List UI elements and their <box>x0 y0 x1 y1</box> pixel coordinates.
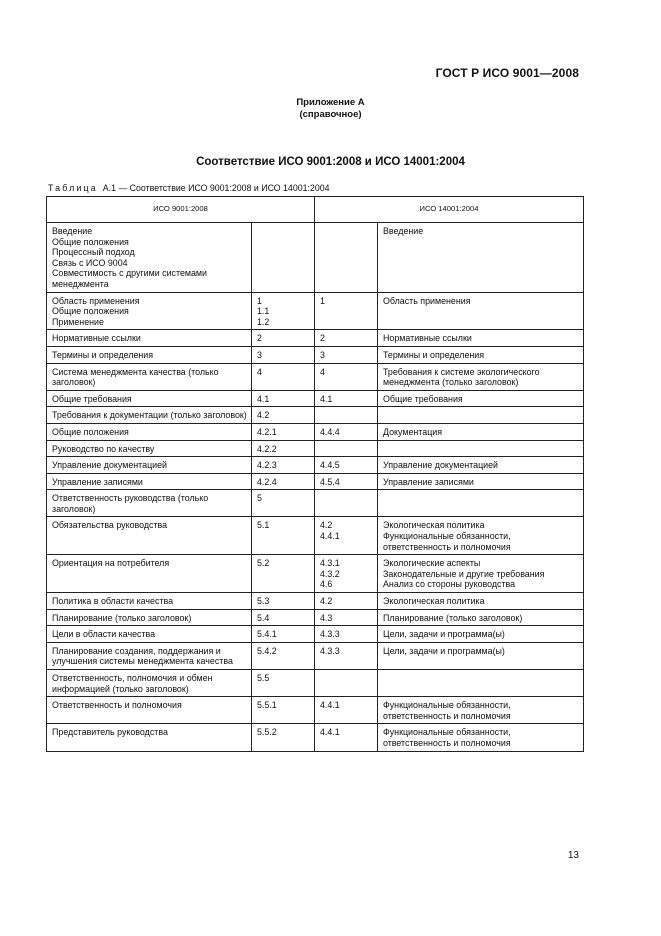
table-row <box>47 292 584 330</box>
iso9001-title-cell: Общие требования <box>47 390 252 407</box>
iso9001-clause-cell: 5.5.2 <box>252 724 315 751</box>
iso9001-clause-cell: 4.2.3 <box>252 457 315 474</box>
iso9001-clause-cell: 5.3 <box>252 593 315 610</box>
table-header-row <box>47 197 584 223</box>
annex-heading <box>0 97 661 121</box>
table-row <box>47 593 584 610</box>
column-header-iso9001: ИСО 9001:2008 <box>47 197 315 223</box>
iso14001-title-cell: Область применения <box>378 292 584 330</box>
iso9001-clause-cell: 4 <box>252 363 315 390</box>
table-row <box>47 670 584 697</box>
table-row <box>47 390 584 407</box>
iso9001-title-cell: Область применения Общие положения Применение <box>47 292 252 330</box>
iso9001-clause-cell: 5.4.2 <box>252 642 315 669</box>
iso9001-clause-cell: 5.5.1 <box>252 697 315 724</box>
iso14001-clause-cell: 4 <box>315 363 378 390</box>
table-row <box>47 517 584 555</box>
iso14001-clause-cell <box>315 223 378 293</box>
iso9001-title-cell: Цели в области качества <box>47 626 252 643</box>
iso14001-title-cell: Управление записями <box>378 473 584 490</box>
iso14001-clause-cell: 4.1 <box>315 390 378 407</box>
iso9001-clause-cell: 3 <box>252 346 315 363</box>
section-title: Соответствие ИСО 9001:2008 и ИСО 14001:2004 <box>196 156 465 168</box>
iso14001-clause-cell <box>315 490 378 517</box>
iso14001-title-cell: Цели, задачи и программа(ы) <box>378 626 584 643</box>
iso9001-title-cell: Ответственность и полномочия <box>47 697 252 724</box>
iso14001-title-cell: Функциональные обязанности, ответственность и полномочия <box>378 724 584 751</box>
iso14001-title-cell: Документация <box>378 423 584 440</box>
table-row <box>47 223 584 293</box>
iso9001-clause-cell: 4.2.1 <box>252 423 315 440</box>
iso14001-title-cell: Управление документацией <box>378 457 584 474</box>
iso14001-clause-cell: 4.3.3 <box>315 642 378 669</box>
iso14001-clause-cell: 4.4.1 <box>315 697 378 724</box>
table-row <box>47 407 584 424</box>
iso14001-clause-cell: 4.3.1 4.3.2 4.6 <box>315 555 378 593</box>
iso9001-title-cell: Управление записями <box>47 473 252 490</box>
page-number: 13 <box>567 850 579 861</box>
iso9001-title-cell: Введение Общие положения Процессный подход Связь с ИСО 9004 Совместимость с другими системами менеджмента <box>47 223 252 293</box>
table-row <box>47 346 584 363</box>
iso9001-title-cell: Обязательства руководства <box>47 517 252 555</box>
iso14001-clause-cell <box>315 407 378 424</box>
iso14001-title-cell: Цели, задачи и программа(ы) <box>378 642 584 669</box>
iso9001-clause-cell: 5.4.1 <box>252 626 315 643</box>
table-row <box>47 697 584 724</box>
document-header: ГОСТ Р ИСО 9001—2008 <box>435 66 579 80</box>
table-row <box>47 609 584 626</box>
iso14001-title-cell: Экологическая политика Функциональные обязанности, ответственность и полномочия <box>378 517 584 555</box>
iso9001-clause-cell: 4.1 <box>252 390 315 407</box>
iso9001-clause-cell: 4.2.4 <box>252 473 315 490</box>
iso14001-clause-cell: 4.3 <box>315 609 378 626</box>
iso9001-title-cell: Политика в области качества <box>47 593 252 610</box>
table-caption <box>48 183 330 193</box>
iso9001-title-cell: Управление документацией <box>47 457 252 474</box>
table-row <box>47 363 584 390</box>
table-row <box>47 457 584 474</box>
iso9001-clause-cell: 4.2 <box>252 407 315 424</box>
iso9001-clause-cell: 5 <box>252 490 315 517</box>
iso9001-title-cell: Руководство по качеству <box>47 440 252 457</box>
table-row <box>47 330 584 347</box>
table-row <box>47 490 584 517</box>
iso9001-title-cell: Ответственность руководства (только заголовок) <box>47 490 252 517</box>
iso14001-clause-cell: 4.2 <box>315 593 378 610</box>
iso14001-title-cell: Экологическая политика <box>378 593 584 610</box>
iso9001-clause-cell: 5.5 <box>252 670 315 697</box>
table-row <box>47 555 584 593</box>
annex-title: Приложение А <box>296 97 365 108</box>
table-row <box>47 626 584 643</box>
table-row <box>47 423 584 440</box>
iso14001-title-cell: Термины и определения <box>378 346 584 363</box>
iso14001-title-cell <box>378 670 584 697</box>
iso9001-clause-cell: 1 1.1 1.2 <box>252 292 315 330</box>
iso14001-clause-cell: 4.4.4 <box>315 423 378 440</box>
column-header-iso14001: ИСО 14001:2004 <box>315 197 584 223</box>
iso14001-title-cell <box>378 407 584 424</box>
iso14001-clause-cell: 2 <box>315 330 378 347</box>
iso14001-clause-cell: 4.4.5 <box>315 457 378 474</box>
iso14001-title-cell: Экологические аспекты Законодательные и другие требования Анализ со стороны руководства <box>378 555 584 593</box>
table-body <box>47 223 584 752</box>
iso9001-title-cell: Ориентация на потребителя <box>47 555 252 593</box>
table-row <box>47 440 584 457</box>
iso9001-clause-cell: 4.2.2 <box>252 440 315 457</box>
iso9001-clause-cell: 5.1 <box>252 517 315 555</box>
iso9001-title-cell: Общие положения <box>47 423 252 440</box>
iso14001-clause-cell: 4.4.1 <box>315 724 378 751</box>
iso9001-title-cell: Планирование (только заголовок) <box>47 609 252 626</box>
iso9001-title-cell: Представитель руководства <box>47 724 252 751</box>
iso9001-title-cell: Планирование создания, поддержания и улучшения системы менеджмента качества <box>47 642 252 669</box>
iso9001-title-cell: Термины и определения <box>47 346 252 363</box>
iso14001-title-cell <box>378 440 584 457</box>
iso14001-clause-cell: 1 <box>315 292 378 330</box>
iso14001-clause-cell: 3 <box>315 346 378 363</box>
iso14001-title-cell <box>378 490 584 517</box>
iso14001-title-cell: Введение <box>378 223 584 293</box>
iso9001-title-cell: Ответственность, полномочия и обмен информацией (только заголовок) <box>47 670 252 697</box>
iso14001-title-cell: Планирование (только заголовок) <box>378 609 584 626</box>
iso14001-clause-cell: 4.5.4 <box>315 473 378 490</box>
iso14001-clause-cell <box>315 440 378 457</box>
correspondence-table <box>46 196 584 752</box>
iso9001-clause-cell: 5.2 <box>252 555 315 593</box>
table-row <box>47 642 584 669</box>
annex-subtitle: (справочное) <box>299 109 362 120</box>
table-row <box>47 724 584 751</box>
table-row <box>47 473 584 490</box>
iso14001-title-cell: Нормативные ссылки <box>378 330 584 347</box>
iso14001-title-cell: Общие требования <box>378 390 584 407</box>
iso9001-title-cell: Нормативные ссылки <box>47 330 252 347</box>
iso14001-clause-cell <box>315 670 378 697</box>
iso14001-title-cell: Требования к системе экологического менеджмента (только заголовок) <box>378 363 584 390</box>
table-caption-text: А.1 — Соответствие ИСО 9001:2008 и ИСО 14001:2004 <box>102 183 330 193</box>
iso14001-title-cell: Функциональные обязанности, ответственность и полномочия <box>378 697 584 724</box>
iso9001-clause-cell <box>252 223 315 293</box>
iso14001-clause-cell: 4.2 4.4.1 <box>315 517 378 555</box>
iso14001-clause-cell: 4.3.3 <box>315 626 378 643</box>
iso9001-title-cell: Система менеджмента качества (только заголовок) <box>47 363 252 390</box>
iso9001-title-cell: Требования к документации (только заголовок) <box>47 407 252 424</box>
table-caption-prefix: Таблица <box>48 183 98 193</box>
iso9001-clause-cell: 2 <box>252 330 315 347</box>
iso9001-clause-cell: 5.4 <box>252 609 315 626</box>
